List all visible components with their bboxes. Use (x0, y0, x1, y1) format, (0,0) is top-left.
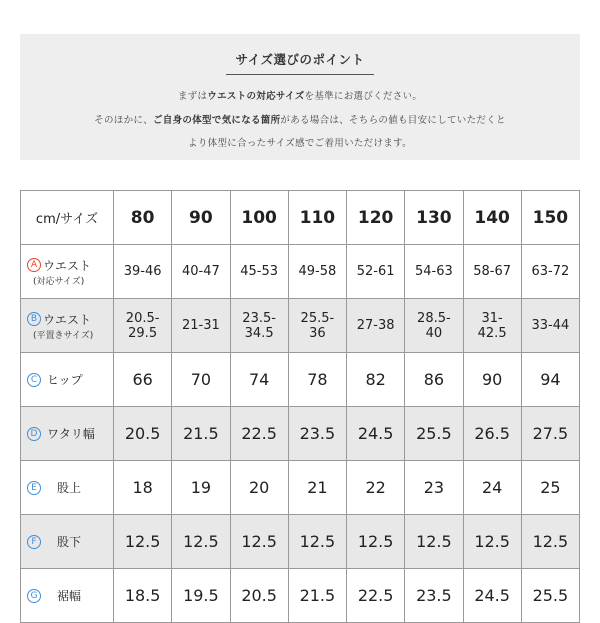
size-value-cell: 21-31 (172, 299, 230, 353)
size-value-cell: 20.5 (114, 407, 172, 461)
row-label: 裾幅 (57, 589, 82, 603)
row-label: 股上 (57, 481, 82, 495)
size-value-cell: 22.5 (347, 569, 405, 623)
size-value-cell: 31- 42.5 (463, 299, 521, 353)
size-value-cell: 20.5- 29.5 (114, 299, 172, 353)
size-value-cell: 86 (405, 353, 463, 407)
size-value-cell: 24.5 (347, 407, 405, 461)
size-value-cell: 54-63 (405, 245, 463, 299)
row-letter-badge: F (27, 535, 41, 549)
size-row (21, 245, 580, 299)
size-header-cell: 100 (230, 191, 288, 245)
size-row (21, 569, 580, 623)
row-label-cell (21, 245, 114, 299)
size-value-cell: 20.5 (230, 569, 288, 623)
size-value-cell: 12.5 (114, 515, 172, 569)
size-row (21, 461, 580, 515)
size-value-cell: 58-67 (463, 245, 521, 299)
row-label-cell (21, 299, 114, 353)
size-row (21, 353, 580, 407)
size-value-cell: 24.5 (463, 569, 521, 623)
size-value-cell: 12.5 (288, 515, 346, 569)
size-value-cell: 70 (172, 353, 230, 407)
size-value-cell: 45-53 (230, 245, 288, 299)
size-value-cell: 12.5 (230, 515, 288, 569)
size-value-cell: 63-72 (521, 245, 579, 299)
size-value-cell: 21 (288, 461, 346, 515)
row-label: ヒップ (47, 373, 83, 387)
size-value-cell: 25.5 (521, 569, 579, 623)
row-letter-badge: G (27, 589, 41, 603)
row-letter-badge: E (27, 481, 41, 495)
size-value-cell: 82 (347, 353, 405, 407)
size-value-cell: 12.5 (172, 515, 230, 569)
size-value-cell: 40-47 (172, 245, 230, 299)
size-value-cell: 22 (347, 461, 405, 515)
row-letter-badge: A (27, 258, 41, 272)
size-value-cell: 23.5 (288, 407, 346, 461)
size-value-cell: 94 (521, 353, 579, 407)
size-header-cell: 120 (347, 191, 405, 245)
size-value-cell: 28.5- 40 (405, 299, 463, 353)
size-value-cell: 12.5 (405, 515, 463, 569)
row-letter-badge: C (27, 373, 41, 387)
size-row (21, 515, 580, 569)
guide-line-2 (20, 112, 580, 126)
size-value-cell: 24 (463, 461, 521, 515)
guide-emphasis: ご自身の体型で気になる箇所 (153, 115, 281, 126)
size-value-cell: 27.5 (521, 407, 579, 461)
size-value-cell: 18 (114, 461, 172, 515)
row-label: ワタリ幅 (47, 427, 95, 441)
row-letter-badge: B (27, 312, 41, 326)
size-value-cell: 20 (230, 461, 288, 515)
size-value-cell: 74 (230, 353, 288, 407)
size-value-cell: 12.5 (347, 515, 405, 569)
row-label-cell (21, 407, 114, 461)
guide-text: そのほかに、 (94, 115, 153, 126)
guide-text: がある場合は、そちらの値も目安にしていただくと (280, 115, 506, 126)
row-sublabel: (対応サイズ) (33, 276, 85, 287)
row-label-cell (21, 353, 114, 407)
size-header-cell: 80 (114, 191, 172, 245)
row-label-cell (21, 569, 114, 623)
size-value-cell: 33-44 (521, 299, 579, 353)
size-value-cell: 27-38 (347, 299, 405, 353)
size-value-cell: 25 (521, 461, 579, 515)
size-value-cell: 19 (172, 461, 230, 515)
size-guide-box (20, 34, 580, 160)
size-header-row (21, 191, 580, 245)
row-sublabel: (平置きサイズ) (33, 330, 94, 341)
size-header-cell: 150 (521, 191, 579, 245)
size-value-cell: 22.5 (230, 407, 288, 461)
size-value-cell: 26.5 (463, 407, 521, 461)
row-label: ウエスト (43, 312, 92, 327)
size-value-cell: 66 (114, 353, 172, 407)
size-value-cell: 49-58 (288, 245, 346, 299)
row-label-cell (21, 461, 114, 515)
guide-emphasis: ウエストの対応サイズ (207, 91, 305, 102)
size-value-cell: 25.5 (405, 407, 463, 461)
guide-title: サイズ選びのポイント (235, 52, 365, 67)
size-table-body (21, 191, 580, 623)
size-value-cell: 52-61 (347, 245, 405, 299)
row-label: ウエスト (43, 258, 92, 273)
size-value-cell: 78 (288, 353, 346, 407)
size-value-cell: 21.5 (172, 407, 230, 461)
size-value-cell: 19.5 (172, 569, 230, 623)
size-value-cell: 21.5 (288, 569, 346, 623)
size-header-cell: 110 (288, 191, 346, 245)
size-value-cell: 23.5 (405, 569, 463, 623)
size-header-cell: 130 (405, 191, 463, 245)
guide-line-1 (20, 88, 580, 102)
size-value-cell: 39-46 (114, 245, 172, 299)
header-label-cell: cm/サイズ (21, 191, 114, 245)
size-value-cell: 23 (405, 461, 463, 515)
size-value-cell: 12.5 (521, 515, 579, 569)
row-label: 股下 (57, 535, 82, 549)
size-table (20, 190, 580, 623)
size-value-cell: 25.5- 36 (288, 299, 346, 353)
size-row (21, 299, 580, 353)
size-header-cell: 140 (463, 191, 521, 245)
guide-line-3: より体型に合ったサイズ感でご着用いただけます。 (188, 138, 412, 149)
size-value-cell: 12.5 (463, 515, 521, 569)
row-label-cell (21, 515, 114, 569)
size-value-cell: 18.5 (114, 569, 172, 623)
size-value-cell: 90 (463, 353, 521, 407)
size-header-cell: 90 (172, 191, 230, 245)
size-value-cell: 23.5- 34.5 (230, 299, 288, 353)
row-letter-badge: D (27, 427, 41, 441)
guide-text: を基準にお選びください。 (304, 91, 423, 102)
guide-title-underline (226, 74, 374, 75)
size-row (21, 407, 580, 461)
guide-text: まずは (177, 91, 208, 102)
